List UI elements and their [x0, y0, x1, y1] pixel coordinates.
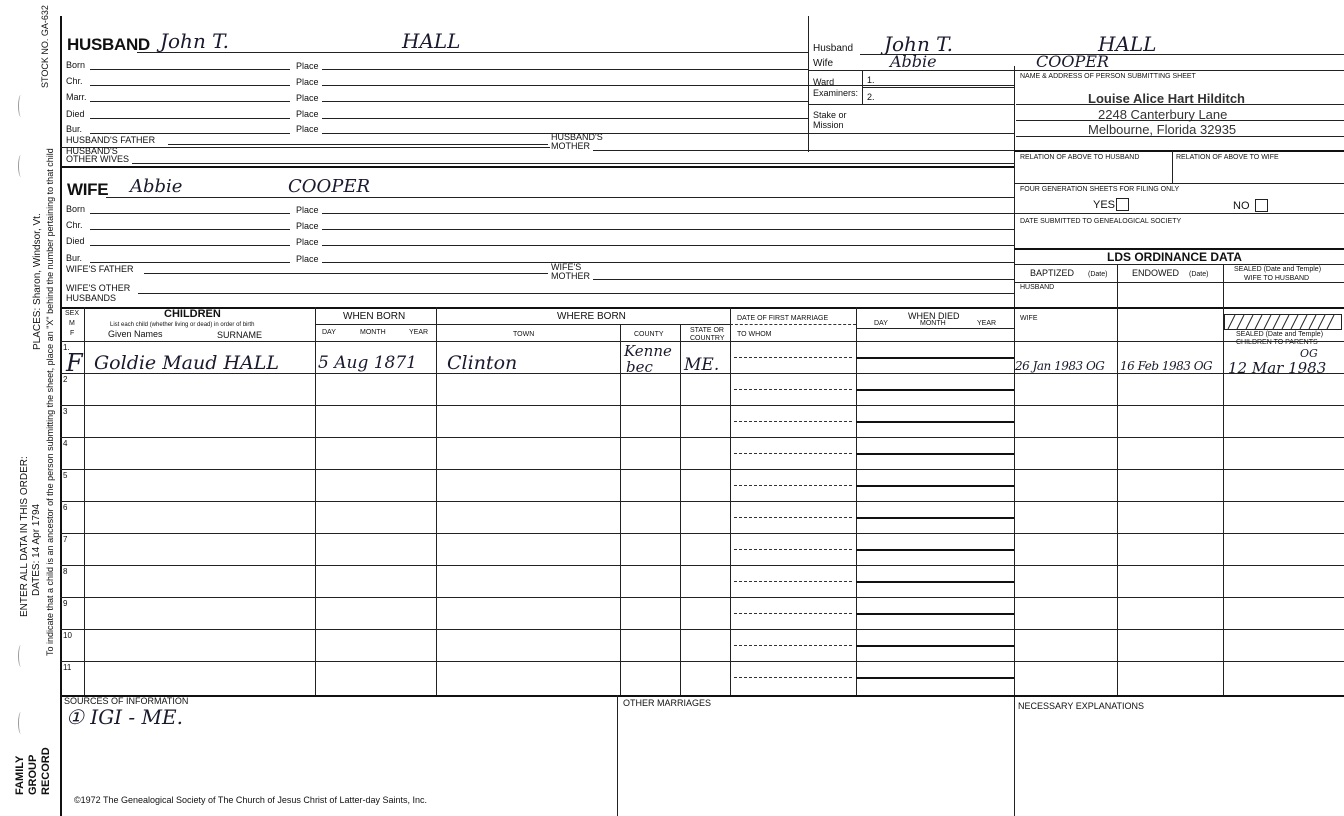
no-label: NO — [1233, 200, 1250, 212]
husband-died-place-label: Place — [296, 109, 319, 119]
wifes-other-husbands-label-2: HUSBANDS — [66, 293, 117, 303]
husband-chr-label: Chr. — [66, 76, 83, 86]
row-number: 4 — [63, 439, 68, 448]
child1-county-2: bec — [626, 358, 653, 376]
right-wife-label: Wife — [813, 58, 833, 69]
died-field-line — [856, 357, 1014, 359]
husband-born-label: Born — [66, 60, 86, 70]
submitter-name: Louise Alice Hart Hilditch — [1088, 91, 1245, 106]
sex-label: SEX — [65, 310, 80, 317]
wifes-father-label: WIFE'S FATHER — [66, 264, 134, 274]
marriage-date-dash — [734, 389, 852, 390]
wife-given-name: Abbie — [130, 176, 183, 197]
row-number: 9 — [63, 599, 68, 608]
child1-town: Clinton — [447, 352, 518, 374]
wife-born-place-label: Place — [296, 205, 319, 215]
row-number: 7 — [63, 535, 68, 544]
row-line — [60, 405, 1344, 406]
row-line — [60, 501, 1344, 502]
wife-chr-place-label: Place — [296, 221, 319, 231]
pertaining-note: To indicate that a child is an ancestor of the person submitting the sheet, place an "X" behind the number pertaining to that child — [45, 148, 55, 656]
died-field-line — [856, 517, 1014, 519]
died-field-line — [856, 389, 1014, 391]
baptized-date-tag: (Date) — [1088, 271, 1108, 278]
row-line — [60, 469, 1344, 470]
wifes-mother-label-1: WIFE'S — [551, 262, 582, 272]
child1-county-1: Kenne — [624, 342, 672, 360]
right-wife-given: Abbie — [890, 52, 937, 71]
examiners-label: Examiners: — [813, 88, 859, 98]
husbands-other-wives-label-2: OTHER WIVES — [66, 154, 130, 164]
stake-label-2: Mission — [813, 120, 844, 130]
sealed-wife-label-1: SEALED (Date and Temple) — [1234, 266, 1322, 273]
sources-entry: ① IGI - ME. — [66, 705, 183, 729]
marriage-date-dash — [734, 453, 852, 454]
ward-label: Ward — [813, 77, 835, 87]
husband-surname: HALL — [402, 29, 461, 53]
row-line — [60, 565, 1344, 566]
dates-line: DATES: 14 Apr 1794 — [31, 503, 42, 596]
stock-number: STOCK NO. GA-632 — [40, 5, 50, 88]
marriage-date-dash — [734, 645, 852, 646]
husband-bur-label: Bur. — [66, 124, 83, 134]
first-marriage-label: DATE OF FIRST MARRIAGE — [737, 315, 829, 322]
row-number: 6 — [63, 503, 68, 512]
marriage-date-dash — [734, 485, 852, 486]
row-number: 11 — [63, 663, 72, 672]
died-field-line — [856, 581, 1014, 583]
given-names-label: Given Names — [108, 329, 163, 339]
husband-died-label: Died — [66, 109, 85, 119]
wife-bur-label: Bur. — [66, 253, 83, 263]
wife-died-place-label: Place — [296, 237, 319, 247]
lds-title: LDS ORDINANCE DATA — [1107, 250, 1242, 264]
relation-husband-label: RELATION OF ABOVE TO HUSBAND — [1020, 154, 1140, 161]
row-number: 1. — [63, 343, 70, 352]
died-day-label: DAY — [874, 320, 888, 327]
wife-died-label: Died — [66, 236, 85, 246]
row-number: 8 — [63, 567, 68, 576]
child1-state: ME. — [684, 355, 720, 375]
died-field-line — [856, 485, 1014, 487]
husband-born-place-label: Place — [296, 61, 319, 71]
places-line: PLACES: Sharon, Windsor, Vt. — [32, 213, 43, 350]
marriage-date-dash — [734, 613, 852, 614]
surname-label: SURNAME — [217, 330, 263, 340]
stake-label-1: Stake or — [813, 110, 847, 120]
sealed-children-label-2: CHILDREN TO PARENTS — [1236, 339, 1318, 346]
wife-surname: COOPER — [288, 176, 371, 197]
died-field-line — [856, 645, 1014, 647]
child1-born: 5 Aug 1871 — [318, 353, 417, 373]
state-label-1: STATE OR — [690, 327, 724, 334]
date-submitted-label: DATE SUBMITTED TO GENEALOGICAL SOCIETY — [1020, 218, 1182, 225]
punch-hole — [18, 712, 24, 734]
examiner-2: 2. — [867, 92, 875, 102]
died-field-line — [856, 453, 1014, 455]
right-husband-surname: HALL — [1098, 32, 1157, 56]
died-field-line — [856, 421, 1014, 423]
ord-husband-label: HUSBAND — [1020, 284, 1055, 291]
row-number: 5 — [63, 471, 68, 480]
marriage-date-dash — [734, 677, 852, 678]
baptized-label: BAPTIZED — [1030, 268, 1075, 278]
wife-chr-label: Chr. — [66, 220, 83, 230]
wifes-mother-label-2: MOTHER — [551, 271, 590, 281]
row-line — [60, 661, 1344, 662]
four-gen-label: FOUR GENERATION SHEETS FOR FILING ONLY — [1020, 186, 1180, 193]
right-wife-surname: COOPER — [1036, 52, 1109, 71]
punch-hole — [18, 645, 24, 667]
examiner-1: 1. — [867, 75, 875, 85]
row-line — [60, 597, 1344, 598]
husband-marr-place-label: Place — [296, 93, 319, 103]
died-month-label: MONTH — [920, 320, 946, 327]
wifes-other-husbands-label-1: WIFE'S OTHER — [66, 283, 131, 293]
state-label-2: COUNTRY — [690, 335, 725, 342]
marriage-date-dash — [734, 517, 852, 518]
husband-given-name: John T. — [160, 29, 229, 53]
submitter-street: 2248 Canterbury Lane — [1098, 107, 1228, 122]
enter-order-line: ENTER ALL DATA IN THIS ORDER: — [19, 456, 30, 617]
child1-endowed: 16 Feb 1983 OG — [1120, 359, 1213, 373]
punch-hole — [18, 155, 24, 177]
sealed-wife-label-2: WIFE TO HUSBAND — [1244, 275, 1310, 282]
right-section-divider — [1014, 66, 1015, 816]
born-year-label: YEAR — [409, 329, 429, 336]
wife-heading: WIFE — [67, 180, 109, 199]
row-number: 10 — [63, 631, 72, 640]
wife-bur-place-label: Place — [296, 254, 319, 264]
right-husband-given: John T. — [884, 32, 953, 56]
child1-name: Goldie Maud HALL — [94, 352, 279, 374]
when-died-heading: WHEN DIED — [908, 311, 960, 321]
copyright-line: ©1972 The Genealogical Society of The Church of Jesus Christ of Latter-day Saints, Inc. — [74, 795, 427, 805]
wife-born-label: Born — [66, 204, 86, 214]
where-born-heading: WHERE BORN — [557, 311, 626, 322]
punch-hole — [18, 95, 24, 117]
husbands-mother-label-2: MOTHER — [551, 141, 590, 151]
to-whom-label: TO WHOM — [737, 331, 772, 338]
record-title-record: RECORD — [40, 747, 52, 795]
right-husband-label: Husband — [813, 43, 854, 54]
husband-heading: HUSBAND — [67, 35, 150, 54]
died-year-label: YEAR — [977, 320, 997, 327]
sources-label: SOURCES OF INFORMATION — [64, 696, 189, 706]
children-heading: CHILDREN — [164, 308, 221, 320]
marriage-date-dash — [734, 549, 852, 550]
row-line — [60, 437, 1344, 438]
child1-sealed: 12 Mar 1983 — [1228, 359, 1327, 377]
county-label: COUNTY — [634, 331, 664, 338]
yes-checkbox[interactable] — [1116, 198, 1129, 211]
when-born-heading: WHEN BORN — [343, 311, 406, 322]
died-field-line — [856, 677, 1014, 679]
born-day-label: DAY — [322, 329, 336, 336]
husband-bur-place-label: Place — [296, 124, 319, 134]
other-marriages-label: OTHER MARRIAGES — [623, 698, 712, 708]
submitter-city: Melbourne, Florida 32935 — [1088, 122, 1237, 137]
husbands-father-label: HUSBAND'S FATHER — [66, 135, 156, 145]
husband-marr-label: Marr. — [66, 92, 87, 102]
husbands-other-wives-label-1: HUSBAND'S — [66, 146, 118, 156]
marriage-date-dash — [734, 421, 852, 422]
husband-chr-place-label: Place — [296, 77, 319, 87]
record-title-group: GROUP — [27, 754, 39, 795]
born-month-label: MONTH — [360, 329, 386, 336]
sex-m-label: M — [69, 320, 75, 327]
header-divider — [808, 16, 809, 152]
children-note: List each child (whether living or dead) in order of birth — [110, 322, 255, 328]
row-number: 3 — [63, 407, 68, 416]
child1-sex: F — [66, 349, 83, 377]
endowed-date-tag: (Date) — [1189, 271, 1209, 278]
died-field-line — [856, 549, 1014, 551]
row-line — [60, 533, 1344, 534]
row-number: 2 — [63, 375, 68, 384]
died-field-line — [856, 613, 1014, 615]
row-line — [60, 629, 1344, 630]
yes-label: YES — [1093, 199, 1116, 211]
town-label: TOWN — [513, 331, 535, 338]
child1-sealed-temple: OG — [1300, 347, 1318, 360]
ord-wife-label: WIFE — [1020, 315, 1038, 322]
submitter-header: NAME & ADDRESS OF PERSON SUBMITTING SHEET — [1020, 73, 1196, 80]
husbands-mother-label-1: HUSBAND'S — [551, 132, 603, 142]
marriage-date-dash — [734, 357, 852, 358]
necessary-explanations-label: NECESSARY EXPLANATIONS — [1018, 701, 1145, 711]
no-checkbox[interactable] — [1255, 199, 1268, 212]
child1-baptized: 26 Jan 1983 OG — [1015, 359, 1105, 373]
marriage-date-dash — [734, 581, 852, 582]
record-title-family: FAMILY — [14, 755, 26, 795]
hatched-box — [1224, 314, 1342, 330]
endowed-label: ENDOWED — [1132, 268, 1179, 278]
relation-wife-label: RELATION OF ABOVE TO WIFE — [1176, 154, 1279, 161]
sex-f-label: F — [70, 330, 75, 337]
sealed-children-label-1: SEALED (Date and Temple) — [1236, 331, 1324, 338]
